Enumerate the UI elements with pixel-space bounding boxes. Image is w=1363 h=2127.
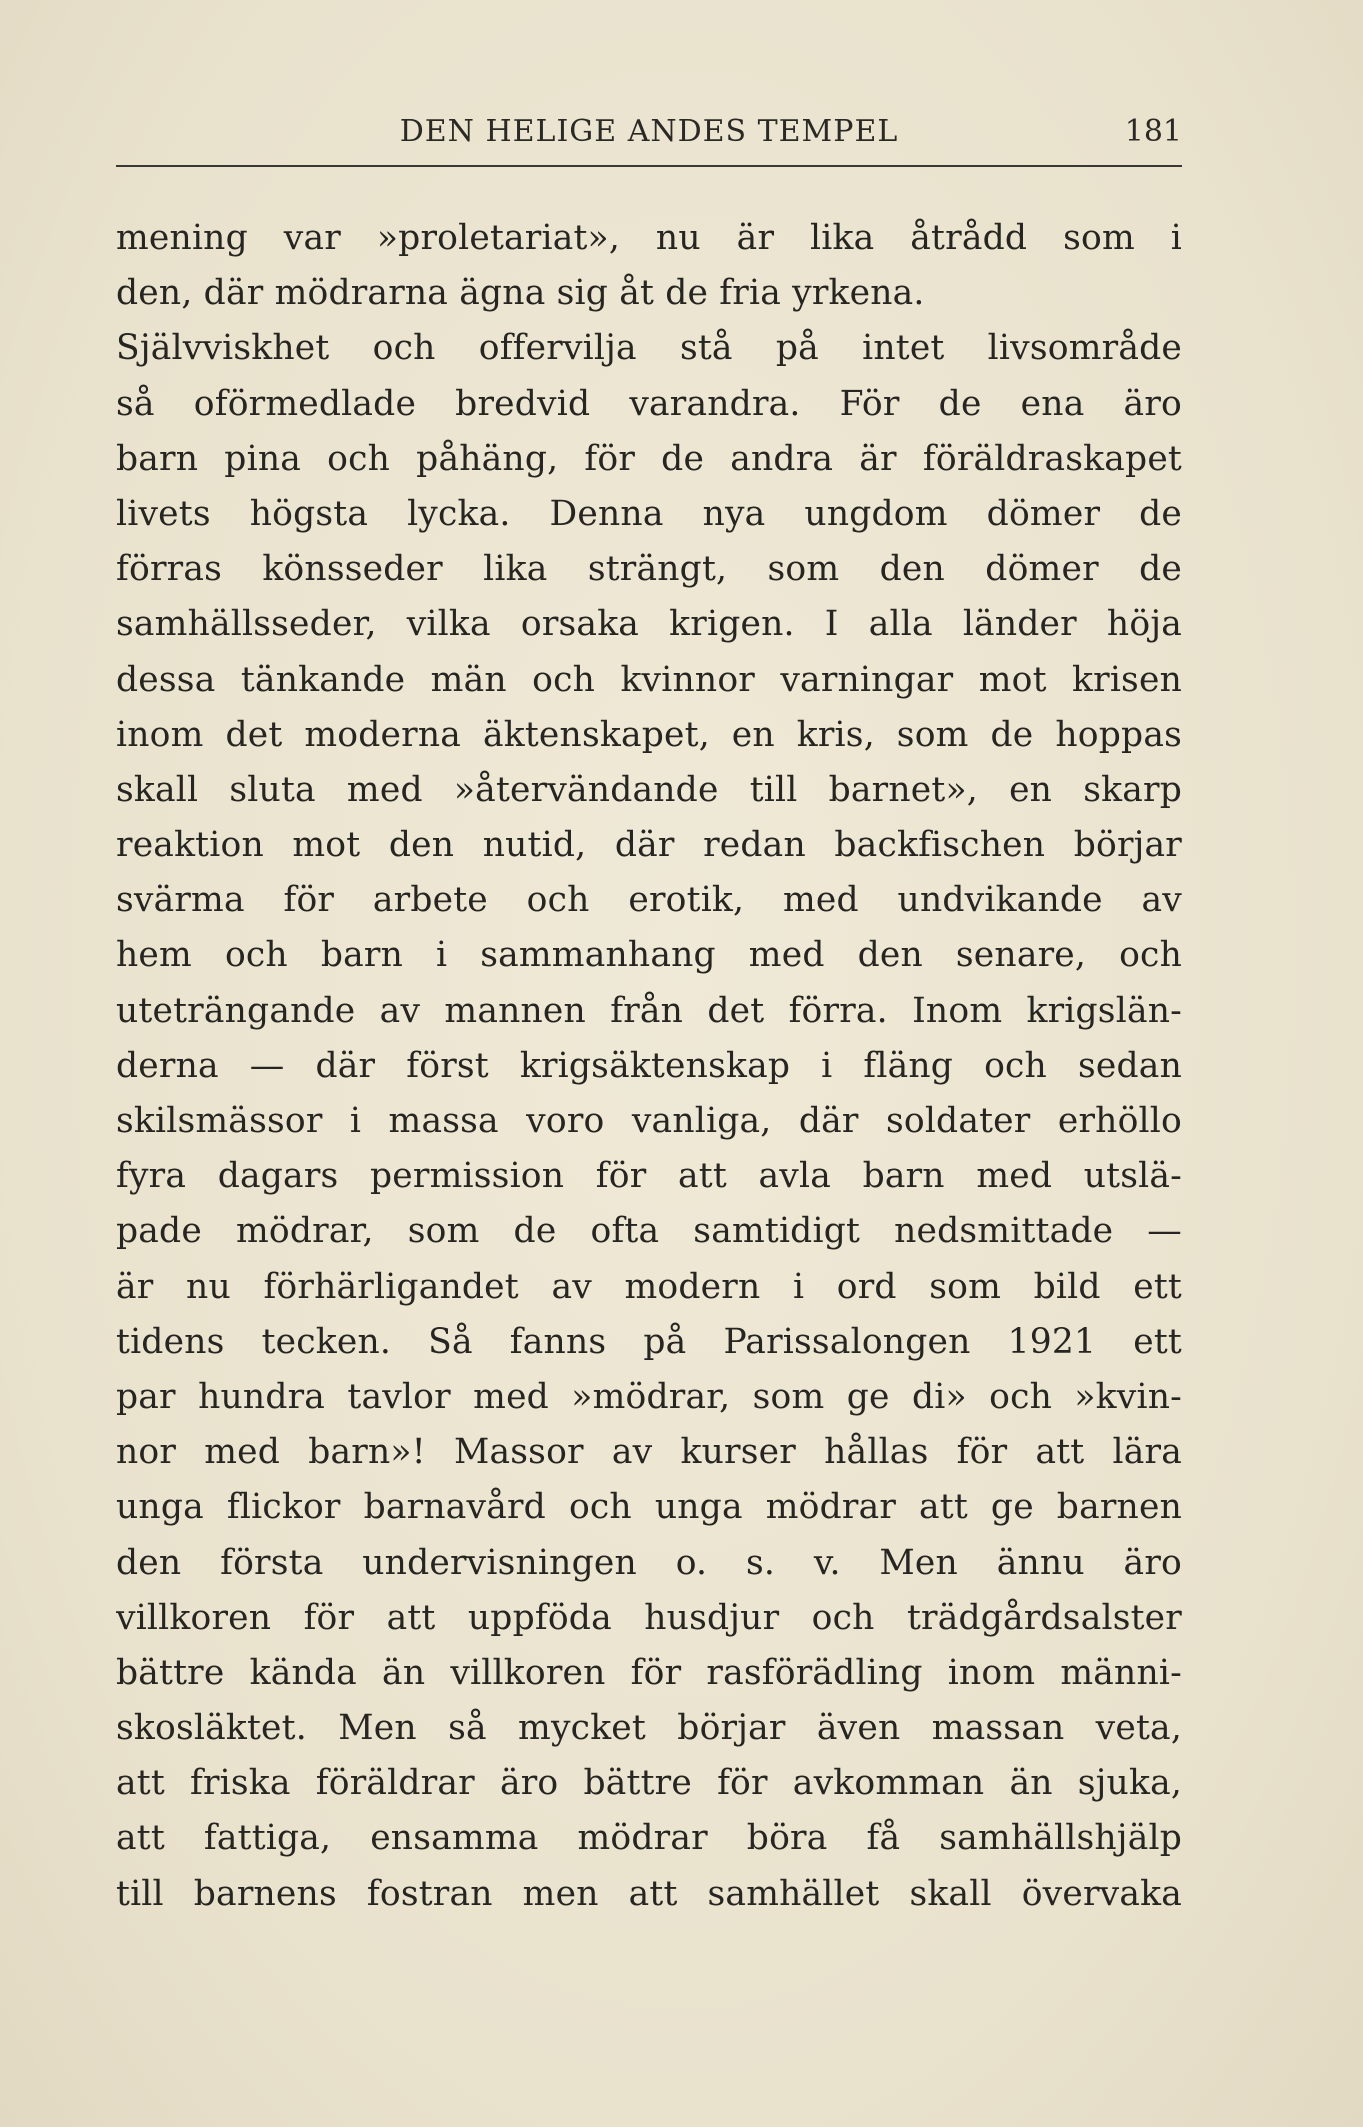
running-title: DEN HELIGE ANDES TEMPEL: [399, 114, 899, 149]
text-line: att fattiga, ensamma mödrar böra få samhällshjälp: [116, 1818, 1182, 1859]
text-line: skosläktet. Men så mycket börjar även massan veta,: [116, 1708, 1182, 1749]
text-line: så oförmedlade bredvid varandra. För de ena äro: [116, 383, 1182, 424]
page-number: 181: [1124, 114, 1182, 149]
text-line: inom det moderna äktenskapet, en kris, som de hoppas: [116, 714, 1182, 755]
text-line: skilsmässor i massa voro vanliga, där soldater erhöllo: [116, 1101, 1182, 1141]
text-line: par hundra tavlor med »mödrar, som ge di» och »kvin-: [116, 1376, 1182, 1417]
page-header: [116, 112, 1182, 156]
text-line: Självviskhet och offervilja stå på intet livsområde: [116, 328, 1182, 369]
text-line: samhällsseder, vilka orsaka krigen. I alla länder höja: [116, 604, 1182, 645]
text-line: mening var »proletariat», nu är lika åtrådd som i: [116, 218, 1182, 258]
text-line: fyra dagars permission för att avla barn med utslä-: [116, 1156, 1182, 1197]
text-line: hem och barn i sammanhang med den senare, och: [116, 935, 1182, 976]
text-line: villkoren för att uppföda husdjur och trädgårdsalster: [116, 1597, 1182, 1638]
text-line: är nu förhärligandet av modern i ord som bild ett: [116, 1266, 1182, 1307]
text-line: bättre kända än villkoren för rasförädling inom männi-: [116, 1652, 1182, 1693]
text-line: barn pina och påhäng, för de andra är föräldraskapet: [116, 438, 1182, 479]
header-divider: [116, 165, 1182, 167]
text-line: skall sluta med »återvändande till barnet», en skarp: [116, 769, 1182, 810]
text-line: reaktion mot den nutid, där redan backfischen börjar: [116, 825, 1182, 866]
text-line: tidens tecken. Så fanns på Parissalongen 1921 ett: [116, 1321, 1182, 1362]
text-line: nor med barn»! Massor av kurser hållas för att lära: [116, 1432, 1182, 1473]
text-line: livets högsta lycka. Denna nya ungdom dömer de: [116, 493, 1182, 534]
text-line: att friska föräldrar äro bättre för avkomman än sjuka,: [116, 1763, 1182, 1804]
text-line: svärma för arbete och erotik, med undvikande av: [116, 880, 1182, 921]
body-text: [116, 211, 1182, 1922]
text-line: uteträngande av mannen från det förra. Inom krigslän-: [116, 990, 1182, 1031]
text-line: den första undervisningen o. s. v. Men ännu äro: [116, 1542, 1182, 1583]
text-line: till barnens fostran men att samhället skall övervaka: [116, 1873, 1182, 1914]
text-line: derna — där först krigsäktenskap i fläng och sedan: [116, 1045, 1182, 1086]
text-line: unga flickor barnavård och unga mödrar att ge barnen: [116, 1487, 1182, 1528]
text-line: pade mödrar, som de ofta samtidigt nedsmittade —: [116, 1211, 1182, 1252]
text-line: förras könsseder lika strängt, som den dömer de: [116, 549, 1182, 590]
text-line: den, där mödrarna ägna sig åt de fria yrkena.: [116, 273, 925, 314]
text-line: dessa tänkande män och kvinnor varningar mot krisen: [116, 659, 1182, 700]
